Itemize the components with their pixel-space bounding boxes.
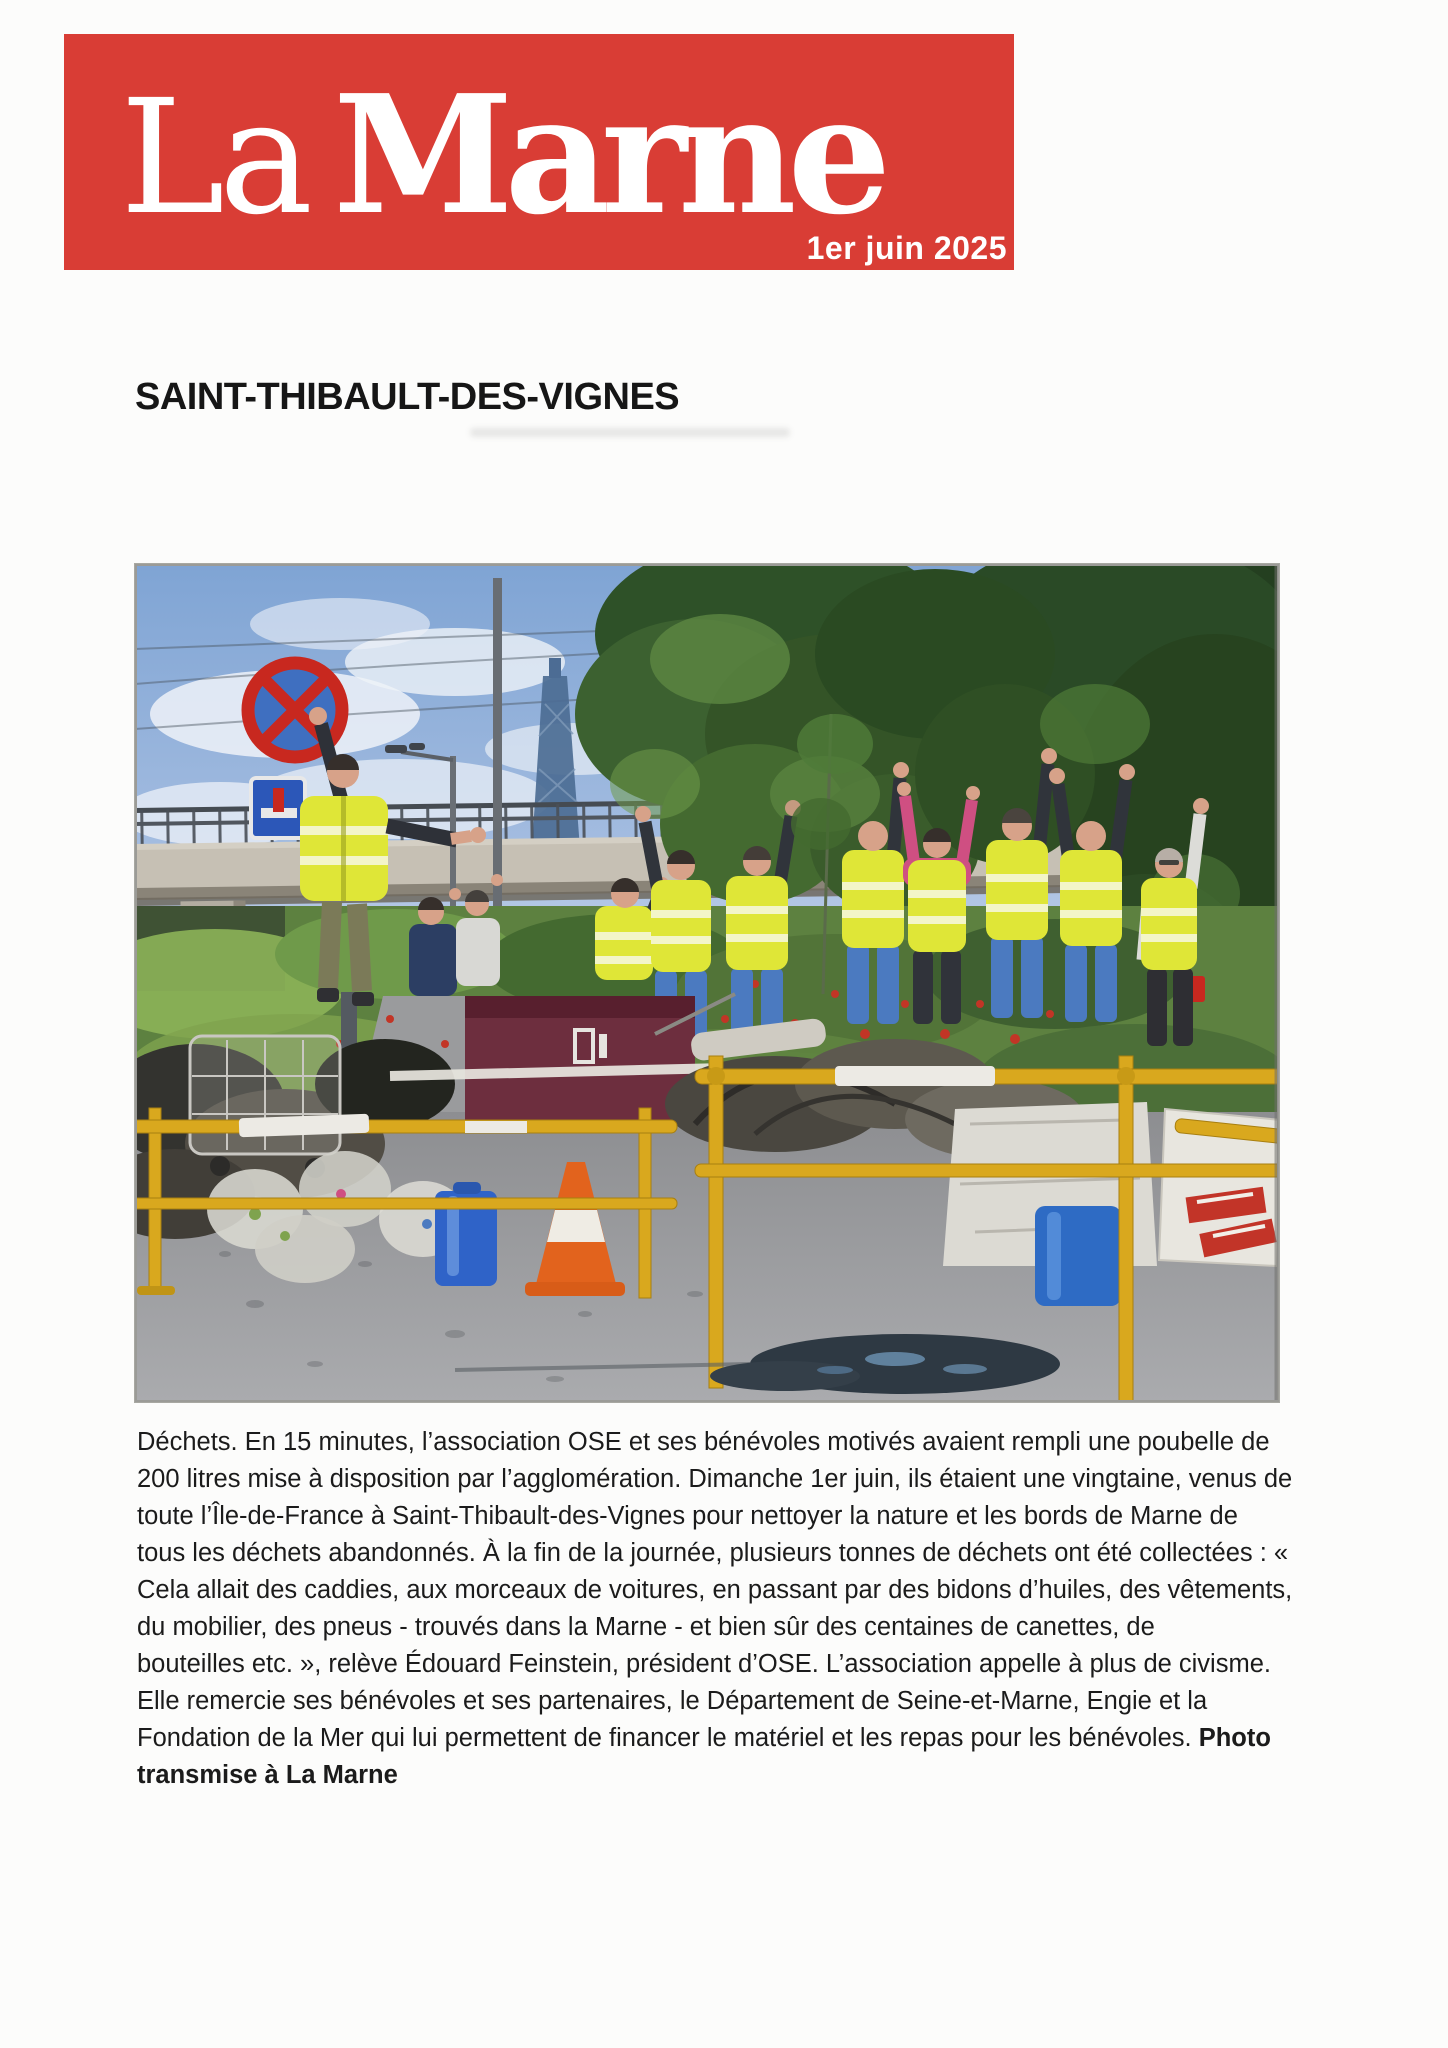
blue-barrel <box>1035 1206 1121 1306</box>
caption-line: du mobilier, des pneus - trouvés dans la Marne - et bien sûr des centaines de canettes, de <box>137 1613 1155 1641</box>
masthead <box>64 34 1014 270</box>
caption-line: Fondation de la Mer qui lui permettent de financer le matériel et les repas pour les bénévoles. Photo <box>137 1724 1271 1752</box>
caption-line: tous les déchets abandonnés. À la fin de la journée, plusieurs tonnes de déchets ont été collectées : « <box>137 1539 1289 1567</box>
caption-line: Déchets. En 15 minutes, l’association OSE et ses bénévoles motivés avaient rempli une poubelle de <box>137 1428 1270 1456</box>
caption-line: transmise à La Marne <box>137 1761 398 1789</box>
photo-caption <box>137 1424 1397 1794</box>
caption-line: bouteilles etc. », relève Édouard Feinstein, président d’OSE. L’association appelle à plus de civisme. <box>137 1650 1271 1678</box>
caption-line: 200 litres mise à disposition par l’agglomération. Dimanche 1er juin, ils étaient une vingtaine, venus de <box>137 1465 1293 1493</box>
dead-end-sign <box>251 778 305 838</box>
section-title: SAINT-THIBAULT-DES-VIGNES <box>135 376 680 418</box>
article-photo <box>135 564 1279 1402</box>
waste-container <box>465 996 695 1126</box>
scan-ghost-artifact <box>470 428 790 437</box>
caption-line: Elle remercie ses bénévoles et ses partenaires, le Département de Seine-et-Marne, Engie et la <box>137 1687 1208 1715</box>
caption-line: Cela allait des caddies, aux morceaux de voitures, en passant par des bidons d’huiles, des vêtements, <box>137 1576 1293 1604</box>
caption-line: toute l’Île-de-France à Saint-Thibault-des-Vignes pour nettoyer la nature et les bords de Marne de <box>137 1502 1238 1530</box>
issue-date: 1er juin 2025 <box>806 230 1007 266</box>
logo-word-la: La <box>120 66 308 250</box>
photo-illustration <box>135 564 1279 1402</box>
newspaper-logo <box>120 60 883 251</box>
logo-word-marne: Marne <box>333 60 883 251</box>
